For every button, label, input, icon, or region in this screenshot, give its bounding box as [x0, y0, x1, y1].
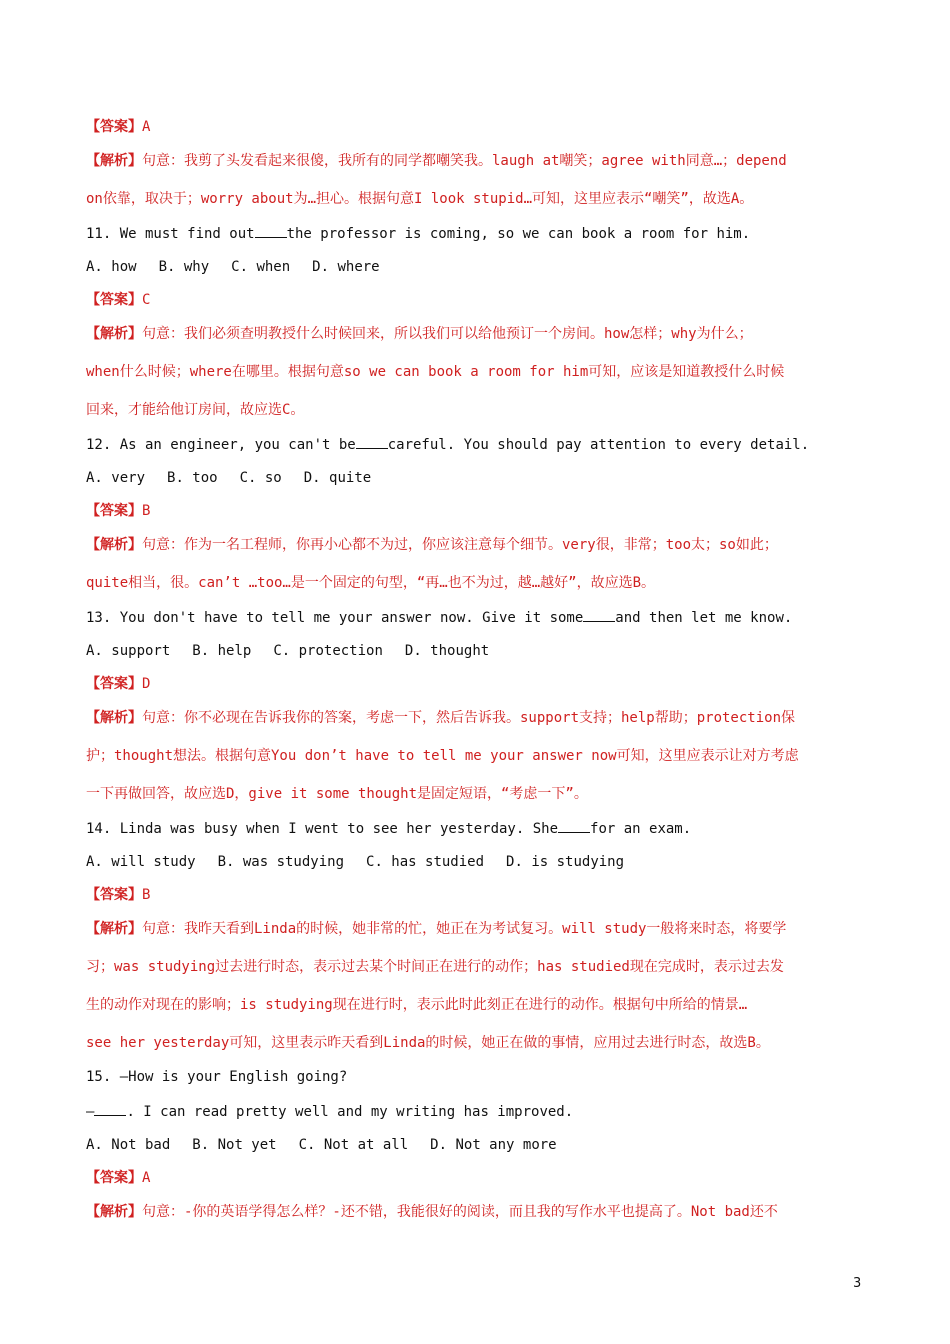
option-c: C. protection [273, 643, 383, 659]
option-b: B. was studying [217, 854, 345, 870]
option-a: A. will study [86, 854, 196, 870]
q11-answer: 【答案】C [86, 292, 151, 308]
option-a: A. how [86, 259, 137, 275]
q13-options [86, 641, 511, 661]
option-a: A. support [86, 643, 171, 659]
q13-analysis-line-2: 护；thought想法。根据句意You don’t have to tell me your answer now可知，这里应表示让对方考虑 [86, 748, 799, 764]
option-c: C. so [239, 470, 282, 486]
q12-answer: 【答案】B [86, 503, 151, 519]
analysis-label: 【解析】 [86, 153, 142, 169]
q12-stem: 12. As an engineer, you can't be careful. You should pay attention to every detail. [86, 434, 809, 454]
q11-stem: 11. We must find out the professor is coming, so we can book a room for him. [86, 223, 750, 243]
q13-analysis-line-1: 【解析】句意：你不必现在告诉我你的答案，考虑一下，然后告诉我。support支持；help帮助；protection保 [86, 710, 796, 726]
q11-options [86, 257, 402, 277]
answer-blank [583, 607, 615, 622]
q15-stem: 15. —How is your English going? [86, 1069, 348, 1085]
q14-stem: 14. Linda was busy when I went to see her yesterday. She for an exam. [86, 818, 691, 838]
q13-stem: 13. You don't have to tell me your answer now. Give it some and then let me know. [86, 607, 792, 627]
q13-answer: 【答案】D [86, 676, 151, 692]
q15-answer: 【答案】A [86, 1170, 151, 1186]
q14-analysis-line-2: 习；was studying过去进行时态，表示过去某个时间正在进行的动作；has studied现在完成时，表示过去发 [86, 959, 784, 975]
q12-analysis-line-2: quite相当，很。can’t …too…是一个固定的句型，“再…也不为过，越…越好”，故应选B。 [86, 575, 656, 591]
q15-options [86, 1135, 579, 1155]
option-d: D. is studying [506, 854, 625, 870]
option-c: C. when [231, 259, 291, 275]
q10-analysis-line-1 [86, 151, 787, 171]
q13-analysis-line-3: 一下再做回答，故应选D，give it some thought是固定短语，“考虑一下”。 [86, 786, 588, 802]
q11-analysis-line-1: 【解析】句意：我们必须查明教授什么时候回来，所以我们可以给他预订一个房间。how怎样；why为什么； [86, 326, 753, 342]
page-number: 3 [853, 1276, 862, 1291]
option-d: D. quite [303, 470, 372, 486]
answer-blank [255, 223, 287, 238]
q14-analysis-line-3: 生的动作对现在的影响；is studying现在进行时，表示此时此刻正在进行的动作。根据句中所给的情景… [86, 997, 748, 1013]
option-d: D. Not any more [430, 1137, 557, 1153]
q12-analysis-line-1: 【解析】句意：作为一名工程师，你再小心都不为过，你应该注意每个细节。very很，非常；too太；so如此； [86, 537, 778, 553]
option-a: A. very [86, 470, 146, 486]
option-b: B. help [192, 643, 252, 659]
answer-blank [558, 818, 590, 833]
q12-options [86, 468, 393, 488]
q14-analysis-line-1: 【解析】句意：我昨天看到Linda的时候，她非常的忙，她正在为考试复习。will study一般将来时态，将要学 [86, 921, 787, 937]
q15-reply: — . I can read pretty well and my writing has improved. [86, 1101, 573, 1121]
answer-blank [94, 1101, 126, 1116]
answer-value: A [142, 119, 151, 135]
q14-analysis-line-4: see her yesterday可知，这里表示昨天看到Linda的时候，她正在做的事情，应用过去进行时态，故选B。 [86, 1035, 770, 1051]
option-c: C. Not at all [298, 1137, 409, 1153]
q14-options [86, 852, 646, 872]
option-c: C. has studied [366, 854, 485, 870]
q11-analysis-line-2: when什么时候；where在哪里。根据句意so we can book a room for him可知，应该是知道教授什么时候 [86, 364, 785, 380]
option-d: D. where [312, 259, 380, 275]
q10-analysis-line-2: on依靠，取决于；worry about为…担心。根据句意I look stupid…可知，这里应表示“嘲笑”，故选A。 [86, 191, 754, 207]
answer-blank [356, 434, 388, 449]
q15-analysis-line-1: 【解析】句意：-你的英语学得怎么样？-还不错，我能很好的阅读，而且我的写作水平也提高了。Not bad还不 [86, 1204, 778, 1220]
q11-analysis-line-3: 回来，才能给他订房间，故应选C。 [86, 402, 305, 418]
option-b: B. Not yet [192, 1137, 277, 1153]
option-d: D. thought [404, 643, 490, 659]
q10-answer [86, 117, 150, 137]
q14-answer: 【答案】B [86, 887, 151, 903]
option-b: B. too [167, 470, 218, 486]
option-b: B. why [158, 259, 210, 275]
analysis-text: 句意：我剪了头发看起来很傻，我所有的同学都嘲笑我。laugh at嘲笑；agree with同意…；depend [142, 153, 787, 169]
option-a: A. Not bad [86, 1137, 171, 1153]
answer-label: 【答案】 [86, 119, 142, 135]
